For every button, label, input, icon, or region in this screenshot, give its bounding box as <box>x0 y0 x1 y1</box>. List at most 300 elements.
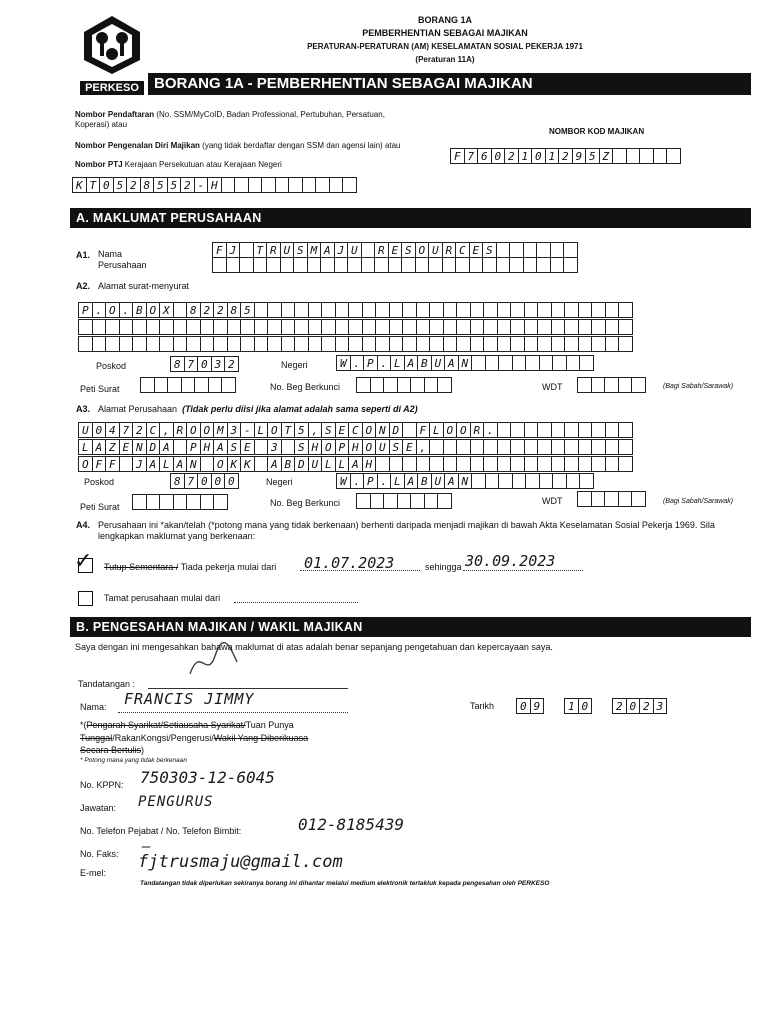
char-box[interactable] <box>389 302 404 318</box>
char-box[interactable] <box>375 456 390 472</box>
char-box[interactable] <box>510 302 525 318</box>
char-box[interactable] <box>186 319 201 335</box>
char-box[interactable] <box>240 336 255 352</box>
char-box[interactable] <box>537 319 552 335</box>
char-box[interactable] <box>254 439 269 455</box>
char-box[interactable] <box>294 302 309 318</box>
char-box[interactable]: E <box>335 422 350 438</box>
char-box[interactable]: L <box>78 439 93 455</box>
char-box[interactable] <box>525 473 540 489</box>
char-box[interactable] <box>416 302 431 318</box>
char-box[interactable]: R <box>470 422 485 438</box>
char-box[interactable] <box>159 494 174 510</box>
char-box[interactable] <box>523 242 538 258</box>
char-box[interactable] <box>335 336 350 352</box>
char-box[interactable] <box>389 456 404 472</box>
char-box[interactable] <box>605 302 620 318</box>
char-box[interactable] <box>578 422 593 438</box>
char-box[interactable] <box>239 242 254 258</box>
char-box[interactable]: 0 <box>578 698 593 714</box>
char-box[interactable] <box>410 493 425 509</box>
char-box[interactable]: R <box>374 242 389 258</box>
char-box[interactable] <box>288 177 303 193</box>
char-box[interactable] <box>402 456 417 472</box>
char-box[interactable]: A <box>92 439 107 455</box>
char-box[interactable]: N <box>458 355 473 371</box>
char-box[interactable]: 7 <box>119 422 134 438</box>
char-box[interactable] <box>253 257 268 273</box>
char-box[interactable] <box>536 257 551 273</box>
char-box[interactable] <box>551 319 566 335</box>
char-box[interactable] <box>348 302 363 318</box>
char-box[interactable]: A <box>320 242 335 258</box>
char-box[interactable] <box>335 319 350 335</box>
char-box[interactable]: F <box>450 148 465 164</box>
char-box[interactable]: H <box>348 439 363 455</box>
char-box[interactable]: A <box>159 439 174 455</box>
char-box[interactable]: 1 <box>518 148 533 164</box>
char-box[interactable] <box>226 257 241 273</box>
char-box[interactable]: , <box>159 422 174 438</box>
char-box[interactable] <box>428 257 443 273</box>
char-box[interactable]: . <box>119 302 134 318</box>
char-box[interactable] <box>308 302 323 318</box>
char-box[interactable] <box>266 257 281 273</box>
char-box[interactable] <box>442 257 457 273</box>
char-box[interactable] <box>579 473 594 489</box>
char-box[interactable] <box>308 319 323 335</box>
char-box[interactable]: B <box>132 302 147 318</box>
char-box[interactable] <box>375 319 390 335</box>
char-box[interactable] <box>307 257 322 273</box>
char-box[interactable]: S <box>482 242 497 258</box>
business-end-checkbox[interactable] <box>78 591 93 606</box>
char-box[interactable]: A <box>348 456 363 472</box>
char-box[interactable]: S <box>401 242 416 258</box>
char-box[interactable]: D <box>146 439 161 455</box>
char-box[interactable]: N <box>375 422 390 438</box>
char-box[interactable] <box>221 377 236 393</box>
char-box[interactable] <box>579 355 594 371</box>
char-box[interactable]: K <box>72 177 87 193</box>
char-box[interactable]: A <box>444 473 459 489</box>
char-box[interactable] <box>375 302 390 318</box>
char-box[interactable] <box>208 377 223 393</box>
char-box[interactable] <box>424 377 439 393</box>
char-box[interactable] <box>356 493 371 509</box>
char-box[interactable] <box>577 491 592 507</box>
char-box[interactable]: . <box>483 422 498 438</box>
char-box[interactable] <box>200 456 215 472</box>
char-box[interactable] <box>248 177 263 193</box>
char-box[interactable]: L <box>159 456 174 472</box>
char-box[interactable] <box>512 355 527 371</box>
char-box[interactable] <box>591 319 606 335</box>
char-box[interactable] <box>389 336 404 352</box>
char-box[interactable]: A <box>444 355 459 371</box>
char-box[interactable]: 3 <box>653 698 668 714</box>
temporary-stop-from-date[interactable]: 01.07.2023 <box>304 554 395 572</box>
char-box[interactable]: 1 <box>545 148 560 164</box>
char-box[interactable] <box>105 336 120 352</box>
char-box[interactable]: J <box>334 242 349 258</box>
char-box[interactable]: F <box>105 456 120 472</box>
char-box[interactable] <box>563 257 578 273</box>
char-box[interactable] <box>591 491 606 507</box>
char-box[interactable]: K <box>227 456 242 472</box>
char-box[interactable]: L <box>321 456 336 472</box>
char-box[interactable]: 7 <box>184 356 199 372</box>
char-box[interactable]: 9 <box>530 698 545 714</box>
char-box[interactable]: 5 <box>153 177 168 193</box>
char-box[interactable] <box>455 257 470 273</box>
char-box[interactable] <box>401 257 416 273</box>
char-box[interactable] <box>281 336 296 352</box>
char-box[interactable] <box>496 242 511 258</box>
char-box[interactable]: U <box>431 355 446 371</box>
char-box[interactable] <box>200 494 215 510</box>
char-box[interactable] <box>429 319 444 335</box>
char-box[interactable]: 0 <box>211 473 226 489</box>
char-box[interactable]: B <box>417 473 432 489</box>
char-box[interactable]: B <box>281 456 296 472</box>
char-box[interactable] <box>591 422 606 438</box>
char-box[interactable] <box>146 336 161 352</box>
char-box[interactable]: R <box>442 242 457 258</box>
char-box[interactable]: U <box>78 422 93 438</box>
char-box[interactable] <box>348 336 363 352</box>
char-box[interactable] <box>370 377 385 393</box>
char-box[interactable]: D <box>389 422 404 438</box>
char-box[interactable] <box>591 439 606 455</box>
char-box[interactable]: 5 <box>294 422 309 438</box>
char-box[interactable]: B <box>417 355 432 371</box>
char-box[interactable] <box>483 302 498 318</box>
char-box[interactable] <box>424 493 439 509</box>
char-box[interactable] <box>267 302 282 318</box>
char-box[interactable] <box>483 319 498 335</box>
char-box[interactable] <box>510 456 525 472</box>
char-box[interactable]: U <box>280 242 295 258</box>
char-box[interactable]: O <box>146 302 161 318</box>
char-box[interactable]: 5 <box>167 177 182 193</box>
char-box[interactable] <box>564 319 579 335</box>
char-box[interactable]: N <box>186 456 201 472</box>
char-box[interactable]: 0 <box>99 177 114 193</box>
char-box[interactable]: T <box>253 242 268 258</box>
char-box[interactable] <box>186 494 201 510</box>
char-box[interactable] <box>470 319 485 335</box>
char-box[interactable] <box>564 422 579 438</box>
char-box[interactable] <box>537 302 552 318</box>
char-box[interactable] <box>402 336 417 352</box>
char-box[interactable]: 3 <box>227 422 242 438</box>
char-box[interactable] <box>523 257 538 273</box>
char-box[interactable] <box>509 242 524 258</box>
char-box[interactable] <box>631 377 646 393</box>
char-box[interactable]: O <box>415 242 430 258</box>
char-box[interactable] <box>578 319 593 335</box>
char-box[interactable] <box>456 319 471 335</box>
char-box[interactable] <box>469 257 484 273</box>
fax-value[interactable]: — <box>142 839 151 855</box>
char-box[interactable]: 5 <box>240 302 255 318</box>
char-box[interactable] <box>213 494 228 510</box>
char-box[interactable]: J <box>226 242 241 258</box>
char-box[interactable] <box>173 319 188 335</box>
char-box[interactable]: 1 <box>564 698 579 714</box>
char-box[interactable] <box>537 439 552 455</box>
char-box[interactable]: 0 <box>491 148 506 164</box>
char-box[interactable] <box>443 336 458 352</box>
char-box[interactable]: S <box>389 439 404 455</box>
char-box[interactable] <box>221 177 236 193</box>
char-box[interactable] <box>181 377 196 393</box>
char-box[interactable]: O <box>213 456 228 472</box>
char-box[interactable]: S <box>227 439 242 455</box>
char-box[interactable] <box>281 302 296 318</box>
char-box[interactable] <box>653 148 668 164</box>
char-box[interactable] <box>342 177 357 193</box>
char-box[interactable] <box>416 319 431 335</box>
char-box[interactable]: 2 <box>504 148 519 164</box>
char-box[interactable] <box>510 319 525 335</box>
char-box[interactable]: L <box>254 422 269 438</box>
char-box[interactable] <box>437 493 452 509</box>
char-box[interactable] <box>429 439 444 455</box>
char-box[interactable] <box>240 319 255 335</box>
char-box[interactable] <box>618 456 633 472</box>
char-box[interactable]: O <box>200 422 215 438</box>
char-box[interactable] <box>618 319 633 335</box>
char-box[interactable] <box>321 319 336 335</box>
char-box[interactable] <box>132 336 147 352</box>
char-box[interactable]: C <box>348 422 363 438</box>
char-box[interactable] <box>577 377 592 393</box>
char-box[interactable] <box>536 242 551 258</box>
char-box[interactable] <box>132 319 147 335</box>
char-box[interactable]: 2 <box>213 302 228 318</box>
char-box[interactable]: W <box>336 473 351 489</box>
char-box[interactable] <box>470 439 485 455</box>
char-box[interactable] <box>213 319 228 335</box>
char-box[interactable] <box>383 493 398 509</box>
char-box[interactable] <box>329 177 344 193</box>
char-box[interactable] <box>200 319 215 335</box>
char-box[interactable]: . <box>350 355 365 371</box>
char-box[interactable] <box>591 302 606 318</box>
char-box[interactable] <box>524 302 539 318</box>
char-box[interactable] <box>552 473 567 489</box>
char-box[interactable] <box>591 336 606 352</box>
char-box[interactable] <box>524 319 539 335</box>
char-box[interactable] <box>498 473 513 489</box>
char-box[interactable]: O <box>321 439 336 455</box>
char-box[interactable]: F <box>212 242 227 258</box>
char-box[interactable]: L <box>429 422 444 438</box>
char-box[interactable] <box>591 456 606 472</box>
char-box[interactable] <box>456 302 471 318</box>
char-box[interactable]: , <box>416 439 431 455</box>
char-box[interactable] <box>550 242 565 258</box>
char-box[interactable] <box>159 319 174 335</box>
char-box[interactable]: A <box>146 456 161 472</box>
char-box[interactable]: A <box>267 456 282 472</box>
char-box[interactable]: , <box>308 422 323 438</box>
char-box[interactable] <box>524 336 539 352</box>
char-box[interactable] <box>119 336 134 352</box>
char-box[interactable]: O <box>78 456 93 472</box>
email-value[interactable]: fjtrusmaju@gmail.com <box>138 852 343 872</box>
char-box[interactable]: A <box>173 456 188 472</box>
char-box[interactable]: M <box>213 422 228 438</box>
char-box[interactable]: P <box>363 473 378 489</box>
char-box[interactable] <box>551 422 566 438</box>
char-box[interactable] <box>666 148 681 164</box>
char-box[interactable] <box>551 302 566 318</box>
char-box[interactable] <box>397 377 412 393</box>
char-box[interactable] <box>550 257 565 273</box>
char-box[interactable] <box>470 336 485 352</box>
char-box[interactable]: F <box>92 456 107 472</box>
char-box[interactable] <box>173 494 188 510</box>
char-box[interactable] <box>416 456 431 472</box>
char-box[interactable] <box>348 319 363 335</box>
char-box[interactable]: 0 <box>626 698 641 714</box>
char-box[interactable]: 7 <box>464 148 479 164</box>
char-box[interactable]: R <box>266 242 281 258</box>
char-box[interactable]: C <box>455 242 470 258</box>
char-box[interactable] <box>397 493 412 509</box>
char-box[interactable]: . <box>350 473 365 489</box>
char-box[interactable] <box>334 257 349 273</box>
char-box[interactable] <box>483 456 498 472</box>
char-box[interactable] <box>618 302 633 318</box>
char-box[interactable] <box>194 377 209 393</box>
char-box[interactable]: H <box>362 456 377 472</box>
char-box[interactable]: H <box>200 439 215 455</box>
char-box[interactable]: E <box>240 439 255 455</box>
char-box[interactable] <box>618 336 633 352</box>
char-box[interactable] <box>483 439 498 455</box>
char-box[interactable]: F <box>416 422 431 438</box>
char-box[interactable]: 0 <box>516 698 531 714</box>
char-box[interactable]: R <box>173 422 188 438</box>
char-box[interactable] <box>471 355 486 371</box>
char-box[interactable]: 2 <box>558 148 573 164</box>
char-box[interactable] <box>280 257 295 273</box>
char-box[interactable] <box>496 257 511 273</box>
char-box[interactable] <box>321 302 336 318</box>
char-box[interactable] <box>374 257 389 273</box>
name-value[interactable]: FRANCIS JIMMY <box>124 690 255 708</box>
char-box[interactable]: 2 <box>224 356 239 372</box>
char-box[interactable] <box>105 319 120 335</box>
char-box[interactable]: 0 <box>197 473 212 489</box>
char-box[interactable] <box>254 319 269 335</box>
char-box[interactable]: H <box>308 439 323 455</box>
char-box[interactable]: 4 <box>105 422 120 438</box>
char-box[interactable]: Z <box>105 439 120 455</box>
char-box[interactable]: H <box>207 177 222 193</box>
char-box[interactable] <box>524 422 539 438</box>
char-box[interactable] <box>119 319 134 335</box>
char-box[interactable] <box>510 336 525 352</box>
char-box[interactable] <box>362 319 377 335</box>
phone-value[interactable]: 012-8185439 <box>298 815 404 834</box>
char-box[interactable] <box>509 257 524 273</box>
char-box[interactable]: M <box>307 242 322 258</box>
char-box[interactable] <box>539 355 554 371</box>
char-box[interactable] <box>639 148 654 164</box>
char-box[interactable]: 0 <box>92 422 107 438</box>
char-box[interactable] <box>564 302 579 318</box>
char-box[interactable]: 6 <box>477 148 492 164</box>
char-box[interactable] <box>154 377 169 393</box>
char-box[interactable]: - <box>194 177 209 193</box>
char-box[interactable]: O <box>186 422 201 438</box>
char-box[interactable] <box>605 422 620 438</box>
char-box[interactable]: N <box>132 439 147 455</box>
char-box[interactable]: 8 <box>140 177 155 193</box>
char-box[interactable] <box>159 336 174 352</box>
char-box[interactable]: 2 <box>612 698 627 714</box>
char-box[interactable] <box>281 439 296 455</box>
char-box[interactable]: O <box>362 439 377 455</box>
char-box[interactable]: N <box>458 473 473 489</box>
char-box[interactable]: K <box>240 456 255 472</box>
char-box[interactable] <box>524 439 539 455</box>
char-box[interactable] <box>275 177 290 193</box>
char-box[interactable]: W <box>336 355 351 371</box>
char-box[interactable]: 3 <box>267 439 282 455</box>
char-box[interactable] <box>315 177 330 193</box>
char-box[interactable] <box>564 439 579 455</box>
char-box[interactable] <box>483 336 498 352</box>
char-box[interactable]: . <box>377 355 392 371</box>
char-box[interactable] <box>443 319 458 335</box>
char-box[interactable]: U <box>375 439 390 455</box>
char-box[interactable]: D <box>294 456 309 472</box>
char-box[interactable] <box>578 302 593 318</box>
char-box[interactable] <box>388 257 403 273</box>
char-box[interactable] <box>227 319 242 335</box>
char-box[interactable]: 2 <box>180 177 195 193</box>
char-box[interactable] <box>612 148 627 164</box>
char-box[interactable] <box>293 257 308 273</box>
char-box[interactable] <box>213 336 228 352</box>
char-box[interactable] <box>429 456 444 472</box>
char-box[interactable] <box>591 377 606 393</box>
char-box[interactable] <box>552 355 567 371</box>
char-box[interactable]: E <box>469 242 484 258</box>
char-box[interactable] <box>402 422 417 438</box>
char-box[interactable]: O <box>443 422 458 438</box>
char-box[interactable] <box>429 336 444 352</box>
char-box[interactable] <box>525 355 540 371</box>
char-box[interactable] <box>267 319 282 335</box>
char-box[interactable]: 2 <box>132 422 147 438</box>
char-box[interactable] <box>482 257 497 273</box>
char-box[interactable]: L <box>390 355 405 371</box>
char-box[interactable] <box>564 456 579 472</box>
char-box[interactable]: 2 <box>200 302 215 318</box>
char-box[interactable] <box>456 336 471 352</box>
char-box[interactable] <box>578 456 593 472</box>
char-box[interactable] <box>92 319 107 335</box>
char-box[interactable] <box>302 177 317 193</box>
char-box[interactable] <box>512 473 527 489</box>
